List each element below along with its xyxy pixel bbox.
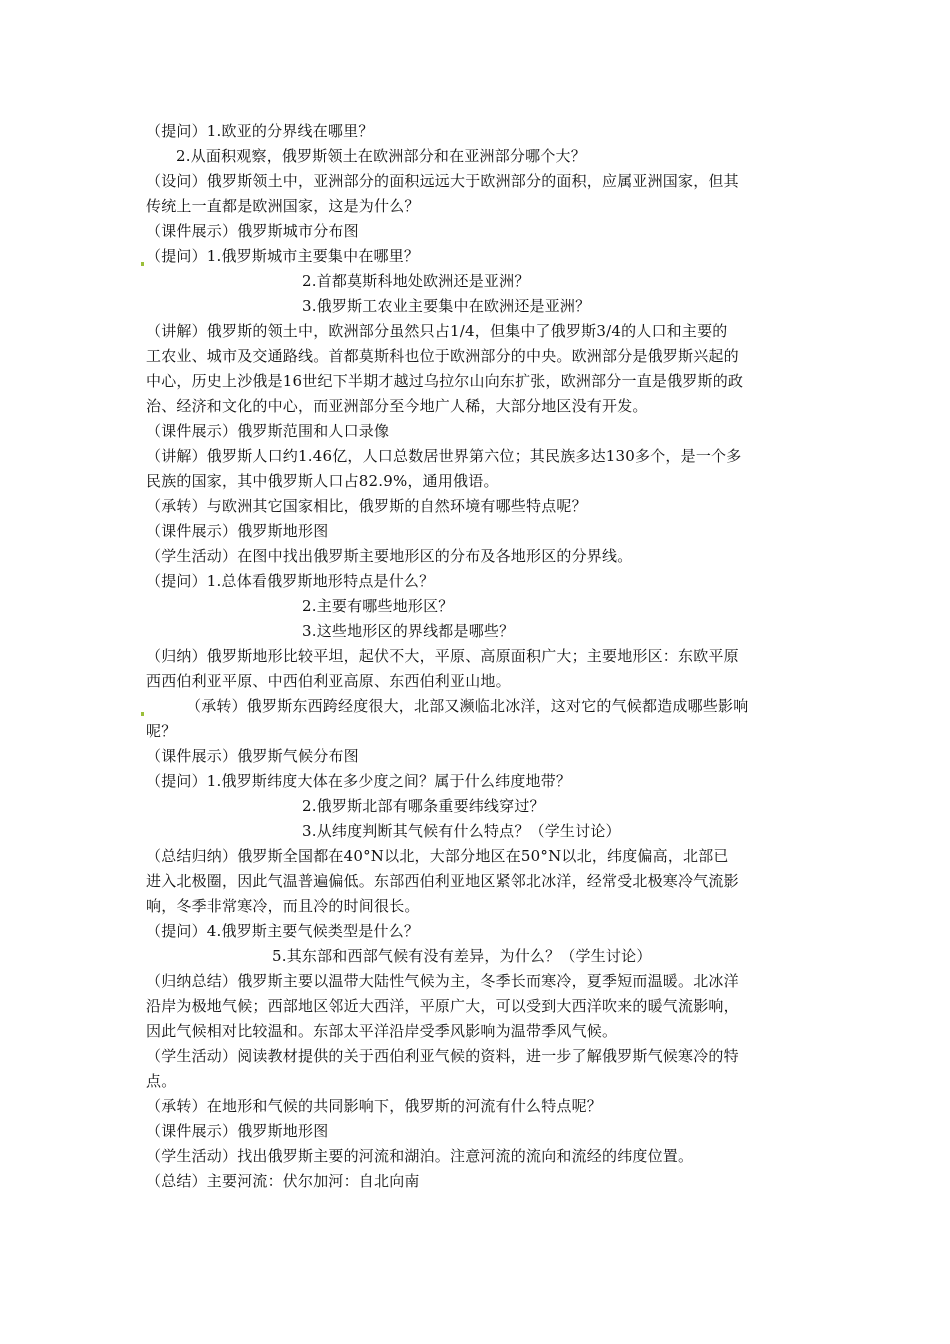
text-line: （承转）在地形和气候的共同影响下，俄罗斯的河流有什么特点呢？	[146, 1097, 603, 1115]
text-line: （提问）4.俄罗斯主要气候类型是什么？	[146, 922, 420, 940]
margin-mark	[141, 262, 144, 266]
text-line: （提问）1.俄罗斯城市主要集中在哪里？	[146, 247, 420, 265]
text-line: （承转）与欧洲其它国家相比，俄罗斯的自然环境有哪些特点呢？	[146, 497, 587, 515]
text-line: 民族的国家，其中俄罗斯人口占82.9%，通用俄语。	[146, 472, 499, 490]
text-line: 西西伯利亚平原、中西伯利亚高原、东西伯利亚山地。	[146, 672, 511, 690]
text-line: （课件展示）俄罗斯城市分布图	[146, 222, 359, 240]
text-line: （设问）俄罗斯领土中，亚洲部分的面积远远大于欧洲部分的面积，应属亚洲国家，但其	[146, 172, 739, 190]
text-line: （讲解）俄罗斯的领土中，欧洲部分虽然只占1/4，但集中了俄罗斯3/4的人口和主要的	[146, 322, 728, 340]
text-line: 工农业、城市及交通路线。首都莫斯科也位于欧洲部分的中央。欧洲部分是俄罗斯兴起的	[146, 347, 739, 365]
text-line: （讲解）俄罗斯人口约1.46亿，人口总数居世界第六位；其民族多达130多个，是一个多	[146, 447, 742, 465]
text-line: 3.这些地形区的界线都是哪些？	[302, 622, 515, 640]
text-line: （归纳总结）俄罗斯主要以温带大陆性气候为主，冬季长而寒冷，夏季短而温暖。北冰洋	[146, 972, 739, 990]
text-line: （课件展示）俄罗斯地形图	[146, 1122, 329, 1140]
text-line: 响，冬季非常寒冷，而且冷的时间很长。	[146, 897, 420, 915]
text-line: 5.其东部和西部气候有没有差异，为什么？（学生讨论）	[272, 947, 652, 965]
text-line: （课件展示）俄罗斯范围和人口录像	[146, 422, 390, 440]
text-line: 2.俄罗斯北部有哪条重要纬线穿过？	[302, 797, 545, 815]
text-line: 治、经济和文化的中心，而亚洲部分至今地广人稀，大部分地区没有开发。	[146, 397, 648, 415]
text-line: 传统上一直都是欧洲国家，这是为什么？	[146, 197, 420, 215]
text-line: （学生活动）找出俄罗斯主要的河流和湖泊。注意河流的流向和流经的纬度位置。	[146, 1147, 694, 1165]
text-line: 沿岸为极地气候；西部地区邻近大西洋，平原广大，可以受到大西洋吹来的暖气流影响，	[146, 997, 739, 1015]
text-line: 因此气候相对比较温和。东部太平洋沿岸受季风影响为温带季风气候。	[146, 1022, 618, 1040]
text-line: 2.主要有哪些地形区？	[302, 597, 454, 615]
text-line: （课件展示）俄罗斯气候分布图	[146, 747, 359, 765]
text-line: 中心，历史上沙俄是16世纪下半期才越过乌拉尔山向东扩张，欧洲部分一直是俄罗斯的政	[146, 372, 744, 390]
text-line: （课件展示）俄罗斯地形图	[146, 522, 329, 540]
text-line: （提问）1.俄罗斯纬度大体在多少度之间？属于什么纬度地带？	[146, 772, 572, 790]
margin-mark	[141, 712, 144, 716]
text-line: （归纳）俄罗斯地形比较平坦，起伏不大，平原、高原面积广大；主要地形区：东欧平原	[146, 647, 739, 665]
text-line: 点。	[146, 1072, 177, 1090]
text-line: （提问）1.欧亚的分界线在哪里？	[146, 122, 374, 140]
text-line: （提问）1.总体看俄罗斯地形特点是什么？	[146, 572, 435, 590]
text-line: 2.首都莫斯科地处欧洲还是亚洲？	[302, 272, 530, 290]
text-line: 3.俄罗斯工农业主要集中在欧洲还是亚洲？	[302, 297, 591, 315]
text-line: （学生活动）在图中找出俄罗斯主要地形区的分布及各地形区的分界线。	[146, 547, 633, 565]
text-line: 2.从面积观察，俄罗斯领土在欧洲部分和在亚洲部分哪个大？	[176, 147, 586, 165]
text-line: （承转）俄罗斯东西跨经度很大，北部又濒临北冰洋，这对它的气候都造成哪些影响	[186, 697, 749, 715]
text-line: （总结）主要河流：伏尔加河：自北向南	[146, 1172, 420, 1190]
text-line: 呢？	[146, 722, 177, 740]
text-line: （总结归纳）俄罗斯全国都在40°N以北，大部分地区在50°N以北，纬度偏高，北部已	[146, 847, 729, 865]
text-line: 3.从纬度判断其气候有什么特点？（学生讨论）	[302, 822, 621, 840]
text-line: （学生活动）阅读教材提供的关于西伯利亚气候的资料，进一步了解俄罗斯气候寒冷的特	[146, 1047, 739, 1065]
text-line: 进入北极圈，因此气温普遍偏低。东部西伯利亚地区紧邻北冰洋，经常受北极寒冷气流影	[146, 872, 739, 890]
